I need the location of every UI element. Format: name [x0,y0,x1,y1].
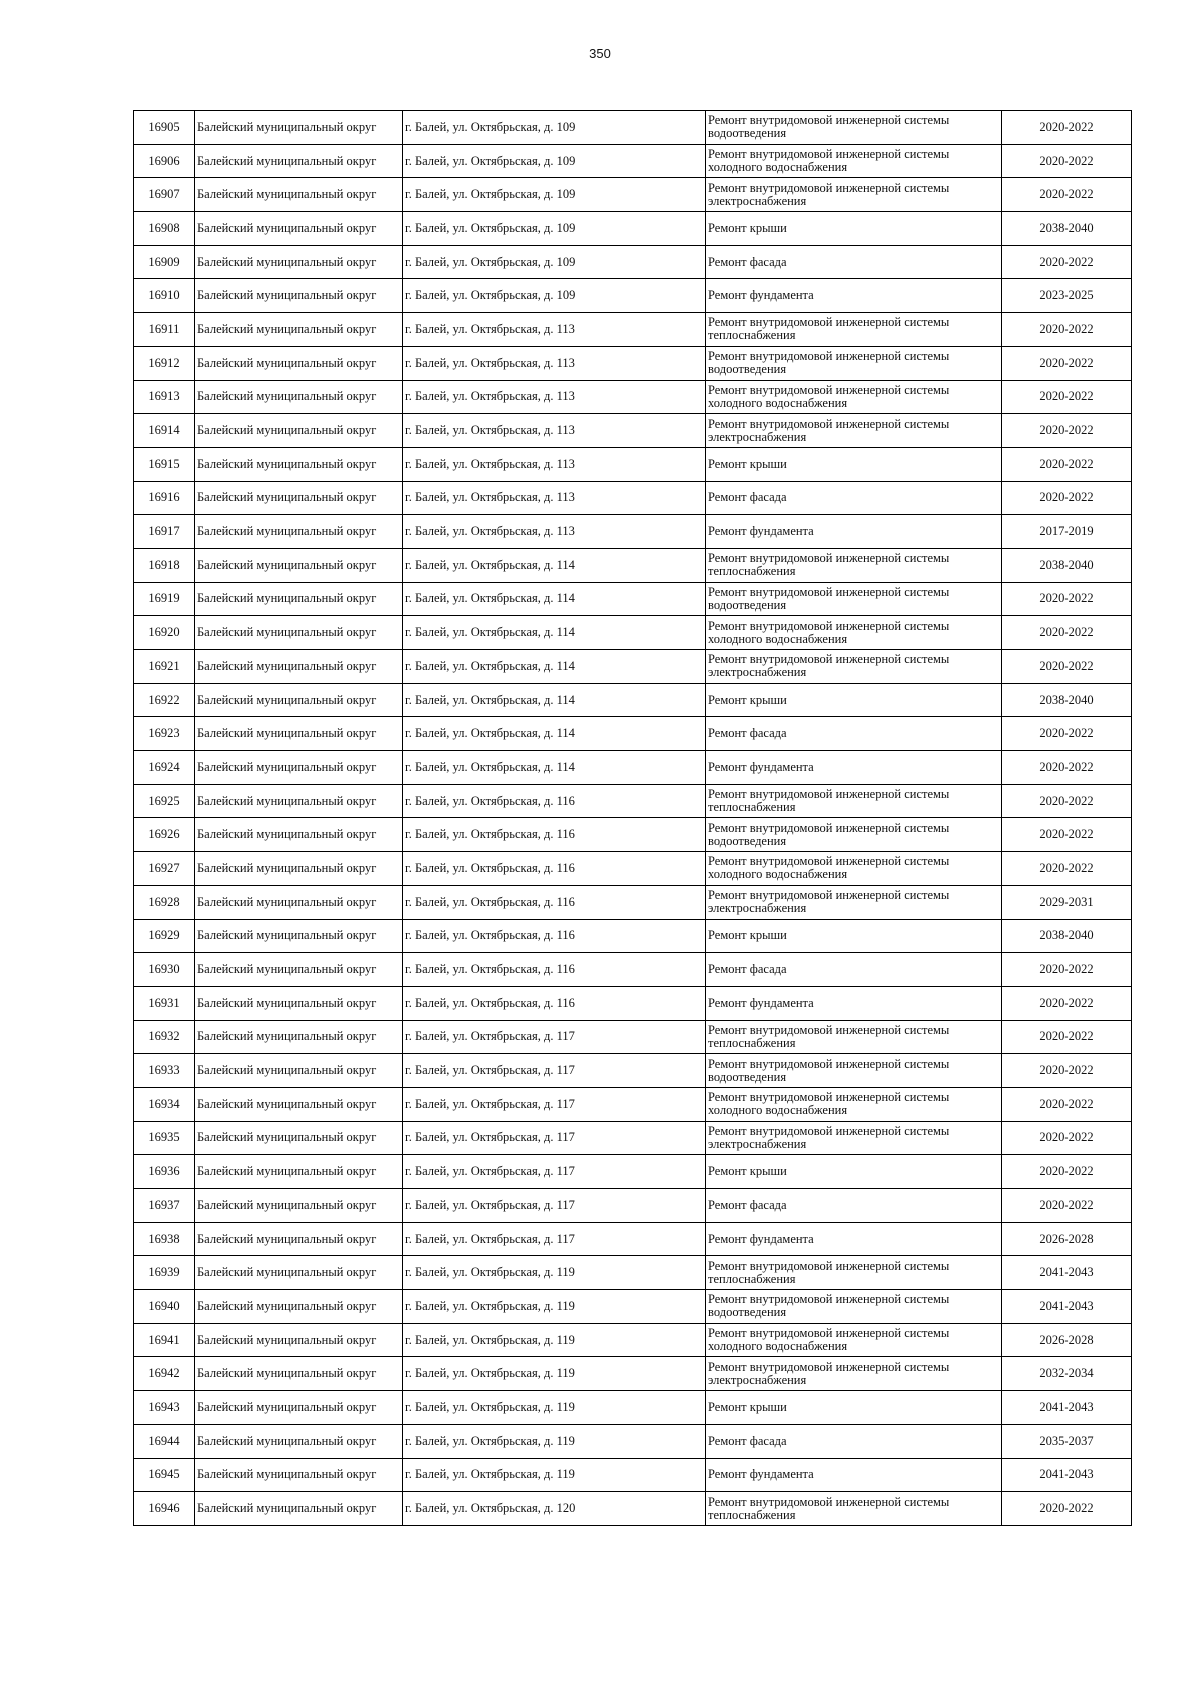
row-number-cell: 16925 [134,784,195,818]
row-number-cell: 16920 [134,616,195,650]
row-number-cell: 16917 [134,515,195,549]
district-cell: Балейский муниципальный округ [195,1087,403,1121]
table-row [134,1121,1132,1155]
table-row [134,1020,1132,1054]
work-type-cell: Ремонт внутридомовой инженерной системы электроснабжения [706,1357,1002,1391]
work-type-cell: Ремонт внутридомовой инженерной системы электроснабжения [706,178,1002,212]
table-row [134,144,1132,178]
table-row [134,1492,1132,1526]
period-cell: 2026-2028 [1002,1323,1132,1357]
row-number-cell: 16929 [134,919,195,953]
table-row [134,1458,1132,1492]
row-number-cell: 16939 [134,1256,195,1290]
period-cell: 2026-2028 [1002,1222,1132,1256]
period-cell: 2020-2022 [1002,481,1132,515]
work-type-cell: Ремонт крыши [706,1391,1002,1425]
row-number-cell: 16919 [134,582,195,616]
period-cell: 2020-2022 [1002,447,1132,481]
district-cell: Балейский муниципальный округ [195,717,403,751]
period-cell: 2038-2040 [1002,919,1132,953]
period-cell: 2041-2043 [1002,1458,1132,1492]
district-cell: Балейский муниципальный округ [195,1222,403,1256]
table-row [134,1290,1132,1324]
district-cell: Балейский муниципальный округ [195,751,403,785]
district-cell: Балейский муниципальный округ [195,178,403,212]
row-number-cell: 16918 [134,548,195,582]
district-cell: Балейский муниципальный округ [195,953,403,987]
row-number-cell: 16910 [134,279,195,313]
work-type-cell: Ремонт внутридомовой инженерной системы водоотведения [706,818,1002,852]
district-cell: Балейский муниципальный округ [195,1189,403,1223]
work-type-cell: Ремонт внутридомовой инженерной системы теплоснабжения [706,1256,1002,1290]
district-cell: Балейский муниципальный округ [195,111,403,145]
district-cell: Балейский муниципальный округ [195,1155,403,1189]
table-row [134,885,1132,919]
work-type-cell: Ремонт внутридомовой инженерной системы теплоснабжения [706,1020,1002,1054]
district-cell: Балейский муниципальный округ [195,1458,403,1492]
row-number-cell: 16933 [134,1054,195,1088]
table-row [134,346,1132,380]
district-cell: Балейский муниципальный округ [195,548,403,582]
table-row [134,1222,1132,1256]
table-row [134,852,1132,886]
work-type-cell: Ремонт внутридомовой инженерной системы теплоснабжения [706,1492,1002,1526]
address-cell: г. Балей, ул. Октябрьская, д. 113 [403,481,706,515]
period-cell: 2020-2022 [1002,616,1132,650]
address-cell: г. Балей, ул. Октябрьская, д. 109 [403,245,706,279]
period-cell: 2020-2022 [1002,178,1132,212]
work-type-cell: Ремонт внутридомовой инженерной системы холодного водоснабжения [706,1323,1002,1357]
district-cell: Балейский муниципальный округ [195,885,403,919]
district-cell: Балейский муниципальный округ [195,1357,403,1391]
table-row [134,1155,1132,1189]
district-cell: Балейский муниципальный округ [195,313,403,347]
address-cell: г. Балей, ул. Октябрьская, д. 116 [403,784,706,818]
row-number-cell: 16941 [134,1323,195,1357]
table-row [134,751,1132,785]
period-cell: 2020-2022 [1002,144,1132,178]
work-type-cell: Ремонт фасада [706,481,1002,515]
district-cell: Балейский муниципальный округ [195,1054,403,1088]
work-type-cell: Ремонт внутридомовой инженерной системы водоотведения [706,111,1002,145]
repair-schedule-table [133,110,1132,1526]
table-row [134,279,1132,313]
table-row [134,650,1132,684]
address-cell: г. Балей, ул. Октябрьская, д. 113 [403,515,706,549]
district-cell: Балейский муниципальный округ [195,380,403,414]
period-cell: 2020-2022 [1002,245,1132,279]
address-cell: г. Балей, ул. Октябрьская, д. 114 [403,582,706,616]
address-cell: г. Балей, ул. Октябрьская, д. 116 [403,885,706,919]
address-cell: г. Балей, ул. Октябрьская, д. 113 [403,447,706,481]
row-number-cell: 16909 [134,245,195,279]
table-row [134,1323,1132,1357]
row-number-cell: 16932 [134,1020,195,1054]
row-number-cell: 16946 [134,1492,195,1526]
row-number-cell: 16928 [134,885,195,919]
table-row [134,953,1132,987]
address-cell: г. Балей, ул. Октябрьская, д. 113 [403,346,706,380]
address-cell: г. Балей, ул. Октябрьская, д. 114 [403,650,706,684]
address-cell: г. Балей, ул. Октябрьская, д. 117 [403,1155,706,1189]
district-cell: Балейский муниципальный округ [195,1424,403,1458]
row-number-cell: 16934 [134,1087,195,1121]
district-cell: Балейский муниципальный округ [195,481,403,515]
work-type-cell: Ремонт внутридомовой инженерной системы холодного водоснабжения [706,616,1002,650]
period-cell: 2017-2019 [1002,515,1132,549]
row-number-cell: 16937 [134,1189,195,1223]
table-row [134,212,1132,246]
row-number-cell: 16943 [134,1391,195,1425]
district-cell: Балейский муниципальный округ [195,414,403,448]
work-type-cell: Ремонт крыши [706,683,1002,717]
work-type-cell: Ремонт внутридомовой инженерной системы водоотведения [706,1054,1002,1088]
table-row [134,178,1132,212]
period-cell: 2020-2022 [1002,852,1132,886]
work-type-cell: Ремонт крыши [706,447,1002,481]
period-cell: 2020-2022 [1002,986,1132,1020]
district-cell: Балейский муниципальный округ [195,144,403,178]
period-cell: 2041-2043 [1002,1256,1132,1290]
work-type-cell: Ремонт фундамента [706,515,1002,549]
period-cell: 2020-2022 [1002,751,1132,785]
district-cell: Балейский муниципальный округ [195,818,403,852]
table-row [134,1357,1132,1391]
district-cell: Балейский муниципальный округ [195,919,403,953]
table-row [134,1256,1132,1290]
district-cell: Балейский муниципальный округ [195,784,403,818]
address-cell: г. Балей, ул. Октябрьская, д. 116 [403,818,706,852]
district-cell: Балейский муниципальный округ [195,852,403,886]
work-type-cell: Ремонт крыши [706,919,1002,953]
period-cell: 2020-2022 [1002,1054,1132,1088]
address-cell: г. Балей, ул. Октябрьская, д. 119 [403,1424,706,1458]
period-cell: 2020-2022 [1002,650,1132,684]
row-number-cell: 16940 [134,1290,195,1324]
address-cell: г. Балей, ул. Октябрьская, д. 114 [403,717,706,751]
work-type-cell: Ремонт внутридомовой инженерной системы водоотведения [706,346,1002,380]
work-type-cell: Ремонт фасада [706,245,1002,279]
work-type-cell: Ремонт фасада [706,1424,1002,1458]
period-cell: 2032-2034 [1002,1357,1132,1391]
address-cell: г. Балей, ул. Октябрьская, д. 109 [403,212,706,246]
table-body [134,111,1132,1526]
row-number-cell: 16922 [134,683,195,717]
work-type-cell: Ремонт внутридомовой инженерной системы водоотведения [706,582,1002,616]
district-cell: Балейский муниципальный округ [195,1323,403,1357]
district-cell: Балейский муниципальный округ [195,346,403,380]
period-cell: 2020-2022 [1002,1189,1132,1223]
period-cell: 2020-2022 [1002,1155,1132,1189]
period-cell: 2038-2040 [1002,548,1132,582]
address-cell: г. Балей, ул. Октябрьская, д. 116 [403,852,706,886]
table-row [134,919,1132,953]
work-type-cell: Ремонт внутридомовой инженерной системы холодного водоснабжения [706,1087,1002,1121]
row-number-cell: 16935 [134,1121,195,1155]
row-number-cell: 16923 [134,717,195,751]
address-cell: г. Балей, ул. Октябрьская, д. 113 [403,414,706,448]
district-cell: Балейский муниципальный округ [195,616,403,650]
period-cell: 2020-2022 [1002,313,1132,347]
district-cell: Балейский муниципальный округ [195,279,403,313]
row-number-cell: 16913 [134,380,195,414]
period-cell: 2020-2022 [1002,1492,1132,1526]
table-row [134,481,1132,515]
row-number-cell: 16914 [134,414,195,448]
work-type-cell: Ремонт внутридомовой инженерной системы водоотведения [706,1290,1002,1324]
district-cell: Балейский муниципальный округ [195,986,403,1020]
address-cell: г. Балей, ул. Октябрьская, д. 114 [403,548,706,582]
period-cell: 2020-2022 [1002,818,1132,852]
address-cell: г. Балей, ул. Октябрьская, д. 119 [403,1458,706,1492]
address-cell: г. Балей, ул. Октябрьская, д. 114 [403,616,706,650]
address-cell: г. Балей, ул. Октябрьская, д. 113 [403,380,706,414]
work-type-cell: Ремонт фундамента [706,986,1002,1020]
address-cell: г. Балей, ул. Октябрьская, д. 109 [403,178,706,212]
table-row [134,414,1132,448]
address-cell: г. Балей, ул. Октябрьская, д. 116 [403,919,706,953]
district-cell: Балейский муниципальный округ [195,245,403,279]
work-type-cell: Ремонт внутридомовой инженерной системы электроснабжения [706,1121,1002,1155]
address-cell: г. Балей, ул. Октябрьская, д. 119 [403,1323,706,1357]
district-cell: Балейский муниципальный округ [195,1121,403,1155]
address-cell: г. Балей, ул. Октябрьская, д. 119 [403,1256,706,1290]
row-number-cell: 16911 [134,313,195,347]
table-row [134,245,1132,279]
address-cell: г. Балей, ул. Октябрьская, д. 119 [403,1357,706,1391]
period-cell: 2020-2022 [1002,1020,1132,1054]
work-type-cell: Ремонт внутридомовой инженерной системы электроснабжения [706,414,1002,448]
row-number-cell: 16945 [134,1458,195,1492]
address-cell: г. Балей, ул. Октябрьская, д. 109 [403,279,706,313]
period-cell: 2020-2022 [1002,717,1132,751]
row-number-cell: 16924 [134,751,195,785]
period-cell: 2020-2022 [1002,784,1132,818]
work-type-cell: Ремонт фундамента [706,751,1002,785]
work-type-cell: Ремонт крыши [706,1155,1002,1189]
address-cell: г. Балей, ул. Октябрьская, д. 114 [403,683,706,717]
row-number-cell: 16931 [134,986,195,1020]
address-cell: г. Балей, ул. Октябрьская, д. 117 [403,1222,706,1256]
table-row [134,582,1132,616]
district-cell: Балейский муниципальный округ [195,1492,403,1526]
table-row [134,784,1132,818]
table-row [134,1087,1132,1121]
work-type-cell: Ремонт внутридомовой инженерной системы теплоснабжения [706,548,1002,582]
address-cell: г. Балей, ул. Октябрьская, д. 117 [403,1189,706,1223]
table-row [134,1391,1132,1425]
period-cell: 2041-2043 [1002,1391,1132,1425]
period-cell: 2020-2022 [1002,582,1132,616]
table-row [134,986,1132,1020]
address-cell: г. Балей, ул. Октябрьская, д. 117 [403,1020,706,1054]
table-row [134,447,1132,481]
district-cell: Балейский муниципальный округ [195,1256,403,1290]
row-number-cell: 16936 [134,1155,195,1189]
period-cell: 2020-2022 [1002,414,1132,448]
work-type-cell: Ремонт внутридомовой инженерной системы холодного водоснабжения [706,144,1002,178]
district-cell: Балейский муниципальный округ [195,582,403,616]
address-cell: г. Балей, ул. Октябрьская, д. 116 [403,986,706,1020]
table-row [134,616,1132,650]
address-cell: г. Балей, ул. Октябрьская, д. 109 [403,111,706,145]
row-number-cell: 16942 [134,1357,195,1391]
table-row [134,1054,1132,1088]
address-cell: г. Балей, ул. Октябрьская, д. 117 [403,1054,706,1088]
district-cell: Балейский муниципальный округ [195,515,403,549]
row-number-cell: 16927 [134,852,195,886]
address-cell: г. Балей, ул. Октябрьская, д. 119 [403,1290,706,1324]
row-number-cell: 16912 [134,346,195,380]
district-cell: Балейский муниципальный округ [195,1290,403,1324]
work-type-cell: Ремонт внутридомовой инженерной системы теплоснабжения [706,784,1002,818]
period-cell: 2020-2022 [1002,1087,1132,1121]
work-type-cell: Ремонт фундамента [706,279,1002,313]
period-cell: 2038-2040 [1002,683,1132,717]
work-type-cell: Ремонт внутридомовой инженерной системы электроснабжения [706,885,1002,919]
period-cell: 2029-2031 [1002,885,1132,919]
table-row [134,313,1132,347]
address-cell: г. Балей, ул. Октябрьская, д. 109 [403,144,706,178]
work-type-cell: Ремонт внутридомовой инженерной системы холодного водоснабжения [706,380,1002,414]
row-number-cell: 16916 [134,481,195,515]
address-cell: г. Балей, ул. Октябрьская, д. 120 [403,1492,706,1526]
address-cell: г. Балей, ул. Октябрьская, д. 113 [403,313,706,347]
row-number-cell: 16908 [134,212,195,246]
table-row [134,111,1132,145]
table-row [134,683,1132,717]
address-cell: г. Балей, ул. Октябрьская, д. 117 [403,1121,706,1155]
row-number-cell: 16907 [134,178,195,212]
table-row [134,515,1132,549]
work-type-cell: Ремонт внутридомовой инженерной системы электроснабжения [706,650,1002,684]
row-number-cell: 16921 [134,650,195,684]
period-cell: 2020-2022 [1002,380,1132,414]
period-cell: 2041-2043 [1002,1290,1132,1324]
work-type-cell: Ремонт крыши [706,212,1002,246]
work-type-cell: Ремонт фасада [706,1189,1002,1223]
work-type-cell: Ремонт фундамента [706,1222,1002,1256]
period-cell: 2020-2022 [1002,1121,1132,1155]
period-cell: 2023-2025 [1002,279,1132,313]
table-row [134,1189,1132,1223]
row-number-cell: 16926 [134,818,195,852]
row-number-cell: 16944 [134,1424,195,1458]
work-type-cell: Ремонт фасада [706,953,1002,987]
period-cell: 2038-2040 [1002,212,1132,246]
district-cell: Балейский муниципальный округ [195,447,403,481]
table-row [134,818,1132,852]
address-cell: г. Балей, ул. Октябрьская, д. 117 [403,1087,706,1121]
address-cell: г. Балей, ул. Октябрьская, д. 114 [403,751,706,785]
table-row [134,548,1132,582]
row-number-cell: 16906 [134,144,195,178]
table-row [134,1424,1132,1458]
work-type-cell: Ремонт фасада [706,717,1002,751]
period-cell: 2020-2022 [1002,111,1132,145]
period-cell: 2020-2022 [1002,953,1132,987]
row-number-cell: 16915 [134,447,195,481]
address-cell: г. Балей, ул. Октябрьская, д. 116 [403,953,706,987]
row-number-cell: 16930 [134,953,195,987]
period-cell: 2035-2037 [1002,1424,1132,1458]
address-cell: г. Балей, ул. Октябрьская, д. 119 [403,1391,706,1425]
district-cell: Балейский муниципальный округ [195,650,403,684]
district-cell: Балейский муниципальный округ [195,683,403,717]
district-cell: Балейский муниципальный округ [195,212,403,246]
row-number-cell: 16938 [134,1222,195,1256]
district-cell: Балейский муниципальный округ [195,1020,403,1054]
work-type-cell: Ремонт фундамента [706,1458,1002,1492]
page-number: 350 [589,46,611,61]
district-cell: Балейский муниципальный округ [195,1391,403,1425]
period-cell: 2020-2022 [1002,346,1132,380]
table-row [134,717,1132,751]
table-row [134,380,1132,414]
row-number-cell: 16905 [134,111,195,145]
work-type-cell: Ремонт внутридомовой инженерной системы холодного водоснабжения [706,852,1002,886]
work-type-cell: Ремонт внутридомовой инженерной системы теплоснабжения [706,313,1002,347]
